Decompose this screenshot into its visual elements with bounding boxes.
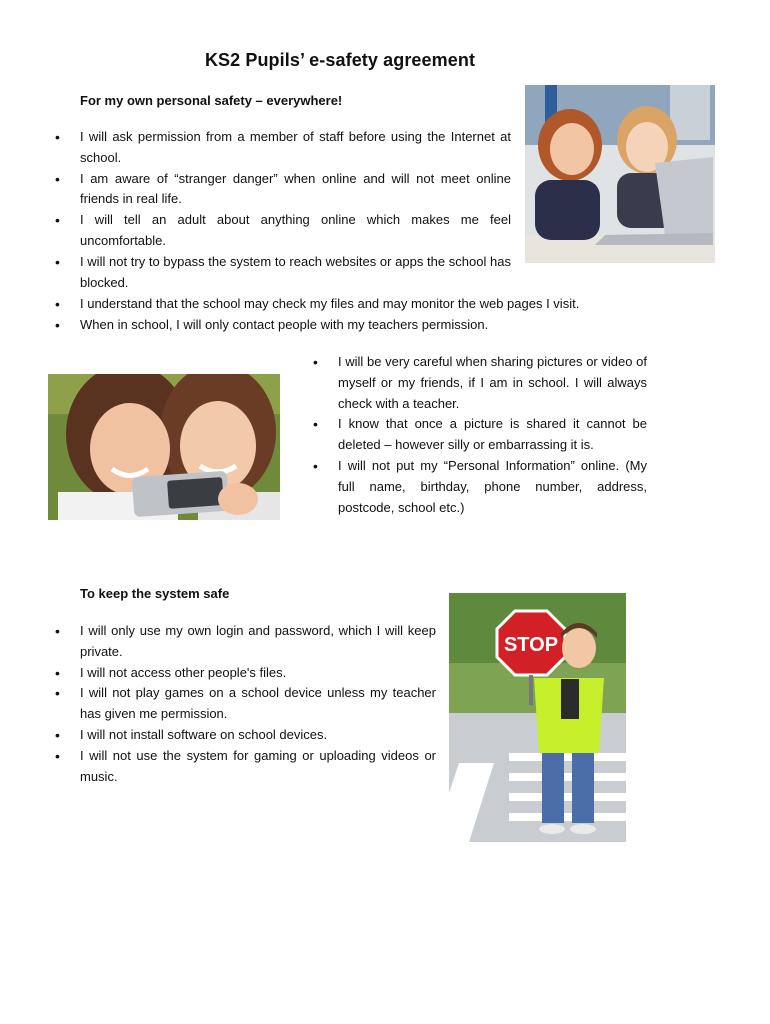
girls-with-laptop-photo <box>525 85 715 263</box>
boy-with-stop-sign-photo <box>449 593 626 842</box>
sharing-pictures-list <box>313 352 647 518</box>
list-item: • I know that once a picture is shared it cannot be deleted – however silly or embarrassing it is. <box>313 414 647 456</box>
list-item: • I will not use the system for gaming or uploading videos or music. <box>55 746 436 788</box>
system-safe-list <box>55 621 436 787</box>
list-item: • I understand that the school may check my files and may monitor the web pages I visit. <box>55 294 675 315</box>
list-item: • I will not try to bypass the system to reach websites or apps the school has blocked. <box>55 252 511 294</box>
list-item: • I am aware of “stranger danger” when online and will not meet online friends in real life. <box>55 169 511 211</box>
list-item: • When in school, I will only contact people with my teachers permission. <box>55 315 675 336</box>
list-item: • I will tell an adult about anything online which makes me feel uncomfortable. <box>55 210 511 252</box>
section-heading-personal-safety: For my own personal safety – everywhere! <box>80 93 343 108</box>
list-item: • I will not play games on a school device unless my teacher has given me permission. <box>55 683 436 725</box>
list-item: • I will not access other people's files. <box>55 663 436 684</box>
girls-selfie-photo <box>48 374 280 520</box>
list-item: • I will be very careful when sharing pictures or video of myself or my friends, if I am in school. I will always check with a teacher. <box>313 352 647 414</box>
personal-safety-list <box>55 127 511 293</box>
personal-safety-list-continued <box>55 294 675 336</box>
list-item: • I will ask permission from a member of staff before using the Internet at school. <box>55 127 511 169</box>
stop-sign-text: STOP <box>503 634 559 656</box>
section-heading-system-safe: To keep the system safe <box>80 586 230 601</box>
list-item: • I will only use my own login and password, which I will keep private. <box>55 621 436 663</box>
page-title: KS2 Pupils’ e-safety agreement <box>204 50 476 70</box>
list-item: • I will not install software on school devices. <box>55 725 436 746</box>
list-item: • I will not put my “Personal Information” online. (My full name, birthday, phone number, address, postcode, school etc.) <box>313 456 647 518</box>
